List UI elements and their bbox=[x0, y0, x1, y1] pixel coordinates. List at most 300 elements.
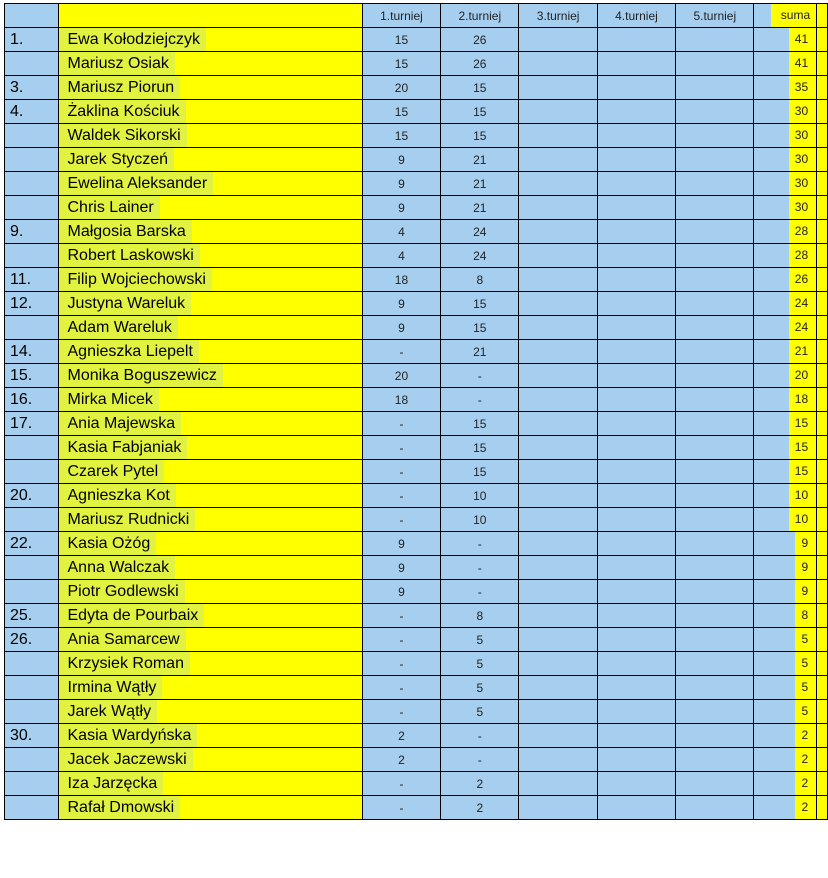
name-cell bbox=[58, 796, 362, 820]
score-cell-t2: 5 bbox=[441, 628, 519, 652]
score-cell-t1: 18 bbox=[362, 268, 440, 292]
score-cell-t2: 8 bbox=[441, 604, 519, 628]
sum-cell-text: 30 bbox=[789, 100, 816, 123]
score-cell-t2: 2 bbox=[441, 796, 519, 820]
name-cell-text: Iza Jarzęcka bbox=[59, 772, 164, 795]
table-row bbox=[5, 580, 828, 604]
sum-cell bbox=[754, 580, 817, 604]
score-cell-t1: 9 bbox=[362, 532, 440, 556]
sum-cell-text: 10 bbox=[789, 508, 816, 531]
table-row bbox=[5, 220, 828, 244]
score-cell-t2: 24 bbox=[441, 244, 519, 268]
score-cell-t3 bbox=[519, 388, 597, 412]
score-cell-t2: 15 bbox=[441, 100, 519, 124]
score-cell-t3 bbox=[519, 316, 597, 340]
sum-cell-text: 5 bbox=[795, 628, 816, 651]
score-cell-t5 bbox=[676, 172, 754, 196]
name-cell bbox=[58, 532, 362, 556]
sum-cell-text: 30 bbox=[789, 172, 816, 195]
name-cell-text: Agnieszka Liepelt bbox=[59, 340, 199, 363]
name-cell bbox=[58, 220, 362, 244]
sum-cell-text: 21 bbox=[789, 340, 816, 363]
name-cell-text: Kasia Ożóg bbox=[59, 532, 157, 555]
score-cell-t5 bbox=[676, 316, 754, 340]
edge-cell bbox=[817, 364, 828, 388]
table-row bbox=[5, 436, 828, 460]
score-cell-t5 bbox=[676, 652, 754, 676]
place-cell bbox=[5, 508, 59, 532]
sum-cell bbox=[754, 604, 817, 628]
place-cell bbox=[5, 700, 59, 724]
sum-cell bbox=[754, 124, 817, 148]
name-cell bbox=[58, 604, 362, 628]
edge-cell bbox=[817, 556, 828, 580]
name-cell bbox=[58, 460, 362, 484]
table-row bbox=[5, 532, 828, 556]
score-cell-t4 bbox=[597, 196, 675, 220]
edge-cell bbox=[817, 28, 828, 52]
name-cell-text: Jarek Wątły bbox=[59, 700, 158, 723]
header-edge-cell bbox=[817, 4, 828, 28]
score-cell-t3 bbox=[519, 100, 597, 124]
edge-cell bbox=[817, 172, 828, 196]
edge-cell bbox=[817, 700, 828, 724]
edge-cell bbox=[817, 76, 828, 100]
header-tournament-2: 2.turniej bbox=[441, 4, 519, 28]
place-cell bbox=[5, 172, 59, 196]
score-cell-t2: - bbox=[441, 556, 519, 580]
score-cell-t4 bbox=[597, 652, 675, 676]
score-cell-t4 bbox=[597, 292, 675, 316]
score-cell-t3 bbox=[519, 124, 597, 148]
score-cell-t4 bbox=[597, 28, 675, 52]
edge-cell bbox=[817, 412, 828, 436]
table-row bbox=[5, 268, 828, 292]
score-cell-t3 bbox=[519, 796, 597, 820]
sum-cell bbox=[754, 556, 817, 580]
table-row bbox=[5, 748, 828, 772]
score-cell-t5 bbox=[676, 76, 754, 100]
score-cell-t4 bbox=[597, 628, 675, 652]
edge-cell bbox=[817, 268, 828, 292]
sum-cell-text: 41 bbox=[789, 28, 816, 51]
table-row bbox=[5, 292, 828, 316]
score-cell-t2: - bbox=[441, 580, 519, 604]
table-row bbox=[5, 772, 828, 796]
score-cell-t5 bbox=[676, 676, 754, 700]
sum-cell bbox=[754, 76, 817, 100]
table-row bbox=[5, 388, 828, 412]
score-cell-t2: 5 bbox=[441, 700, 519, 724]
score-cell-t3 bbox=[519, 148, 597, 172]
score-cell-t4 bbox=[597, 532, 675, 556]
name-cell-text: Krzysiek Roman bbox=[59, 652, 190, 675]
sum-cell bbox=[754, 724, 817, 748]
place-cell bbox=[5, 148, 59, 172]
score-cell-t2: 5 bbox=[441, 652, 519, 676]
score-cell-t3 bbox=[519, 772, 597, 796]
score-cell-t3 bbox=[519, 748, 597, 772]
place-cell: 14. bbox=[5, 340, 59, 364]
score-cell-t2: 21 bbox=[441, 172, 519, 196]
score-cell-t1: - bbox=[362, 484, 440, 508]
score-cell-t1: - bbox=[362, 772, 440, 796]
edge-cell bbox=[817, 436, 828, 460]
edge-cell bbox=[817, 796, 828, 820]
sum-cell bbox=[754, 412, 817, 436]
sum-cell-text: 15 bbox=[789, 460, 816, 483]
place-cell bbox=[5, 676, 59, 700]
name-cell-text: Adam Wareluk bbox=[59, 316, 178, 339]
name-cell bbox=[58, 388, 362, 412]
sum-cell-text: 35 bbox=[789, 76, 816, 99]
score-cell-t2: - bbox=[441, 388, 519, 412]
score-cell-t3 bbox=[519, 652, 597, 676]
table-row bbox=[5, 796, 828, 820]
score-cell-t2: 15 bbox=[441, 316, 519, 340]
edge-cell bbox=[817, 580, 828, 604]
score-cell-t3 bbox=[519, 196, 597, 220]
name-cell bbox=[58, 76, 362, 100]
place-cell: 9. bbox=[5, 220, 59, 244]
name-cell-text: Ewelina Aleksander bbox=[59, 172, 214, 195]
name-cell bbox=[58, 316, 362, 340]
score-cell-t1: 20 bbox=[362, 76, 440, 100]
sum-cell bbox=[754, 52, 817, 76]
score-cell-t5 bbox=[676, 556, 754, 580]
sum-cell-text: 5 bbox=[795, 652, 816, 675]
score-cell-t5 bbox=[676, 772, 754, 796]
table-row bbox=[5, 412, 828, 436]
score-cell-t3 bbox=[519, 604, 597, 628]
sum-cell bbox=[754, 316, 817, 340]
place-cell: 20. bbox=[5, 484, 59, 508]
table-row bbox=[5, 604, 828, 628]
sum-cell-text: 15 bbox=[789, 436, 816, 459]
score-cell-t1: 2 bbox=[362, 724, 440, 748]
score-cell-t5 bbox=[676, 100, 754, 124]
score-cell-t4 bbox=[597, 724, 675, 748]
score-cell-t4 bbox=[597, 700, 675, 724]
sum-cell bbox=[754, 148, 817, 172]
score-cell-t4 bbox=[597, 412, 675, 436]
sum-cell bbox=[754, 460, 817, 484]
score-cell-t1: - bbox=[362, 460, 440, 484]
score-cell-t2: 2 bbox=[441, 772, 519, 796]
place-cell bbox=[5, 244, 59, 268]
score-cell-t1: 9 bbox=[362, 172, 440, 196]
table-row bbox=[5, 124, 828, 148]
place-cell: 12. bbox=[5, 292, 59, 316]
sum-cell bbox=[754, 292, 817, 316]
header-tournament-3: 3.turniej bbox=[519, 4, 597, 28]
edge-cell bbox=[817, 460, 828, 484]
score-cell-t2: 24 bbox=[441, 220, 519, 244]
score-cell-t1: - bbox=[362, 436, 440, 460]
sum-cell-text: 9 bbox=[795, 556, 816, 579]
score-cell-t3 bbox=[519, 532, 597, 556]
score-cell-t2: 8 bbox=[441, 268, 519, 292]
sum-cell bbox=[754, 508, 817, 532]
place-cell bbox=[5, 316, 59, 340]
score-cell-t3 bbox=[519, 172, 597, 196]
score-cell-t4 bbox=[597, 244, 675, 268]
edge-cell bbox=[817, 340, 828, 364]
score-cell-t1: 15 bbox=[362, 52, 440, 76]
sum-cell-text: 2 bbox=[795, 772, 816, 795]
score-cell-t5 bbox=[676, 580, 754, 604]
sum-cell-text: 30 bbox=[789, 148, 816, 171]
name-cell-text: Jacek Jaczewski bbox=[59, 748, 193, 771]
sum-cell bbox=[754, 244, 817, 268]
score-cell-t2: 15 bbox=[441, 460, 519, 484]
name-cell-text: Waldek Sikorski bbox=[59, 124, 187, 147]
place-cell bbox=[5, 748, 59, 772]
name-cell bbox=[58, 148, 362, 172]
score-cell-t2: 15 bbox=[441, 76, 519, 100]
sum-cell-text: 20 bbox=[789, 364, 816, 387]
score-cell-t2: 10 bbox=[441, 484, 519, 508]
sum-cell-text: 24 bbox=[789, 316, 816, 339]
place-cell bbox=[5, 52, 59, 76]
name-cell-text: Mariusz Piorun bbox=[59, 76, 181, 99]
name-cell bbox=[58, 508, 362, 532]
table-row bbox=[5, 508, 828, 532]
place-cell: 26. bbox=[5, 628, 59, 652]
table-row bbox=[5, 484, 828, 508]
score-cell-t3 bbox=[519, 508, 597, 532]
header-name-cell bbox=[58, 4, 362, 28]
name-cell-text: Anna Walczak bbox=[59, 556, 176, 579]
score-cell-t3 bbox=[519, 244, 597, 268]
score-cell-t3 bbox=[519, 676, 597, 700]
score-cell-t1: - bbox=[362, 340, 440, 364]
score-cell-t1: 15 bbox=[362, 28, 440, 52]
score-cell-t4 bbox=[597, 556, 675, 580]
sum-cell-text: 24 bbox=[789, 292, 816, 315]
sum-cell bbox=[754, 772, 817, 796]
table-row bbox=[5, 76, 828, 100]
sum-cell bbox=[754, 748, 817, 772]
score-cell-t2: 21 bbox=[441, 340, 519, 364]
sum-cell-text: 9 bbox=[795, 580, 816, 603]
score-cell-t5 bbox=[676, 244, 754, 268]
name-cell-text: Kasia Fabjaniak bbox=[59, 436, 188, 459]
name-cell bbox=[58, 124, 362, 148]
score-cell-t4 bbox=[597, 148, 675, 172]
table-row bbox=[5, 652, 828, 676]
place-cell bbox=[5, 460, 59, 484]
ranking-table bbox=[4, 3, 828, 820]
header-tournament-5: 5.turniej bbox=[676, 4, 754, 28]
score-cell-t1: 9 bbox=[362, 580, 440, 604]
score-cell-t5 bbox=[676, 484, 754, 508]
name-cell bbox=[58, 628, 362, 652]
sum-cell-text: 41 bbox=[789, 52, 816, 75]
header-row bbox=[5, 4, 828, 28]
edge-cell bbox=[817, 124, 828, 148]
score-cell-t1: - bbox=[362, 652, 440, 676]
score-cell-t4 bbox=[597, 340, 675, 364]
table-row bbox=[5, 28, 828, 52]
score-cell-t5 bbox=[676, 628, 754, 652]
name-cell bbox=[58, 100, 362, 124]
score-cell-t2: 21 bbox=[441, 196, 519, 220]
name-cell bbox=[58, 292, 362, 316]
table-row bbox=[5, 148, 828, 172]
score-cell-t1: - bbox=[362, 604, 440, 628]
sum-cell bbox=[754, 100, 817, 124]
score-cell-t2: 10 bbox=[441, 508, 519, 532]
score-cell-t3 bbox=[519, 340, 597, 364]
place-cell bbox=[5, 124, 59, 148]
place-cell: 3. bbox=[5, 76, 59, 100]
score-cell-t5 bbox=[676, 796, 754, 820]
score-cell-t2: - bbox=[441, 364, 519, 388]
score-cell-t3 bbox=[519, 724, 597, 748]
table-row bbox=[5, 52, 828, 76]
sum-cell bbox=[754, 268, 817, 292]
sum-cell-text: 26 bbox=[789, 268, 816, 291]
name-cell-text: Czarek Pytel bbox=[59, 460, 165, 483]
score-cell-t3 bbox=[519, 220, 597, 244]
score-cell-t3 bbox=[519, 556, 597, 580]
score-cell-t5 bbox=[676, 748, 754, 772]
score-cell-t4 bbox=[597, 580, 675, 604]
score-cell-t1: 9 bbox=[362, 316, 440, 340]
score-cell-t4 bbox=[597, 772, 675, 796]
score-cell-t5 bbox=[676, 220, 754, 244]
place-cell: 4. bbox=[5, 100, 59, 124]
table-row bbox=[5, 196, 828, 220]
sum-cell bbox=[754, 796, 817, 820]
sum-cell bbox=[754, 700, 817, 724]
edge-cell bbox=[817, 772, 828, 796]
place-cell: 11. bbox=[5, 268, 59, 292]
score-cell-t3 bbox=[519, 484, 597, 508]
score-cell-t4 bbox=[597, 508, 675, 532]
score-cell-t1: 20 bbox=[362, 364, 440, 388]
score-cell-t1: 9 bbox=[362, 148, 440, 172]
score-cell-t4 bbox=[597, 124, 675, 148]
sum-cell-text: 5 bbox=[795, 700, 816, 723]
place-cell bbox=[5, 652, 59, 676]
place-cell: 17. bbox=[5, 412, 59, 436]
name-cell-text: Mariusz Osiak bbox=[59, 52, 175, 75]
score-cell-t4 bbox=[597, 172, 675, 196]
header-place-cell bbox=[5, 4, 59, 28]
score-cell-t5 bbox=[676, 532, 754, 556]
sum-cell-text: 18 bbox=[789, 388, 816, 411]
score-cell-t5 bbox=[676, 460, 754, 484]
score-cell-t4 bbox=[597, 604, 675, 628]
score-cell-t2: - bbox=[441, 724, 519, 748]
score-cell-t1: 4 bbox=[362, 244, 440, 268]
edge-cell bbox=[817, 676, 828, 700]
score-cell-t4 bbox=[597, 364, 675, 388]
sum-cell-text: 28 bbox=[789, 244, 816, 267]
edge-cell bbox=[817, 292, 828, 316]
name-cell-text: Rafał Dmowski bbox=[59, 796, 181, 819]
name-cell bbox=[58, 748, 362, 772]
name-cell-text: Irmina Wątły bbox=[59, 676, 163, 699]
sum-cell bbox=[754, 172, 817, 196]
sum-cell-text: 28 bbox=[789, 220, 816, 243]
place-cell bbox=[5, 556, 59, 580]
name-cell-text: Mariusz Rudnicki bbox=[59, 508, 196, 531]
score-cell-t1: - bbox=[362, 700, 440, 724]
edge-cell bbox=[817, 748, 828, 772]
score-cell-t1: 9 bbox=[362, 196, 440, 220]
table-row bbox=[5, 364, 828, 388]
score-cell-t1: 9 bbox=[362, 292, 440, 316]
score-cell-t1: 15 bbox=[362, 124, 440, 148]
score-cell-t1: 2 bbox=[362, 748, 440, 772]
score-cell-t4 bbox=[597, 316, 675, 340]
table-row bbox=[5, 460, 828, 484]
name-cell-text: Ewa Kołodziejczyk bbox=[59, 28, 207, 51]
score-cell-t4 bbox=[597, 484, 675, 508]
name-cell-text: Małgosia Barska bbox=[59, 220, 192, 243]
score-cell-t5 bbox=[676, 196, 754, 220]
score-cell-t3 bbox=[519, 28, 597, 52]
sum-cell bbox=[754, 220, 817, 244]
name-cell bbox=[58, 28, 362, 52]
sum-cell bbox=[754, 340, 817, 364]
sum-cell bbox=[754, 532, 817, 556]
place-cell bbox=[5, 196, 59, 220]
score-cell-t5 bbox=[676, 292, 754, 316]
edge-cell bbox=[817, 148, 828, 172]
table-row bbox=[5, 172, 828, 196]
score-cell-t2: 5 bbox=[441, 676, 519, 700]
name-cell bbox=[58, 268, 362, 292]
edge-cell bbox=[817, 316, 828, 340]
sum-cell bbox=[754, 196, 817, 220]
name-cell bbox=[58, 364, 362, 388]
name-cell-text: Robert Laskowski bbox=[59, 244, 200, 267]
name-cell-text: Mirka Micek bbox=[59, 388, 159, 411]
score-cell-t2: 15 bbox=[441, 412, 519, 436]
score-cell-t3 bbox=[519, 292, 597, 316]
name-cell-text: Monika Boguszewicz bbox=[59, 364, 223, 387]
edge-cell bbox=[817, 196, 828, 220]
score-cell-t3 bbox=[519, 580, 597, 604]
name-cell-text: Agnieszka Kot bbox=[59, 484, 176, 507]
sum-cell-text: 30 bbox=[789, 196, 816, 219]
place-cell bbox=[5, 436, 59, 460]
table-row bbox=[5, 244, 828, 268]
sum-cell bbox=[754, 436, 817, 460]
table-row bbox=[5, 340, 828, 364]
edge-cell bbox=[817, 52, 828, 76]
score-cell-t4 bbox=[597, 268, 675, 292]
header-sum: suma bbox=[771, 4, 816, 27]
edge-cell bbox=[817, 484, 828, 508]
edge-cell bbox=[817, 100, 828, 124]
score-cell-t5 bbox=[676, 28, 754, 52]
edge-cell bbox=[817, 604, 828, 628]
score-cell-t1: - bbox=[362, 412, 440, 436]
table-row bbox=[5, 556, 828, 580]
score-cell-t1: 15 bbox=[362, 100, 440, 124]
score-cell-t5 bbox=[676, 268, 754, 292]
score-cell-t4 bbox=[597, 220, 675, 244]
sum-cell bbox=[754, 28, 817, 52]
edge-cell bbox=[817, 244, 828, 268]
score-cell-t2: 21 bbox=[441, 148, 519, 172]
place-cell: 22. bbox=[5, 532, 59, 556]
